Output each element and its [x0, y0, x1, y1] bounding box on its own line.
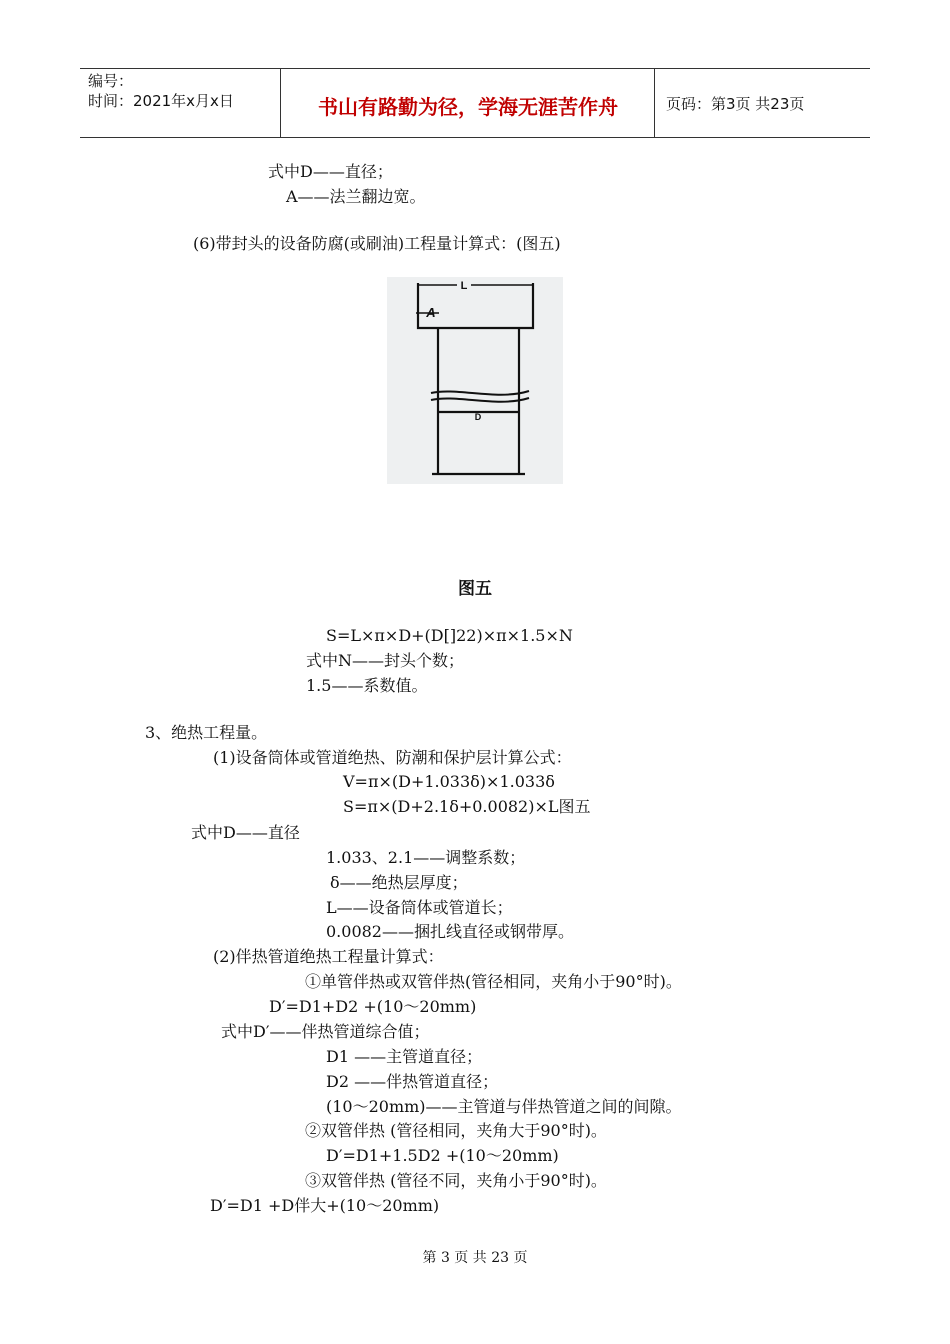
text-line: ③双管伴热 (管径不同，夹角小于90°时)。 [305, 1171, 607, 1190]
text-line: ②双管伴热 (管径相同，夹角大于90°时)。 [305, 1121, 607, 1140]
text-line: 0.0082——捆扎线直径或钢带厚。 [326, 922, 574, 941]
label-a: A [426, 305, 436, 320]
text-line: (2)伴热管道绝热工程量计算式： [213, 947, 444, 966]
text-line: (1)设备筒体或管道绝热、防潮和保护层计算公式： [213, 748, 572, 767]
figure-caption: 图五 [458, 579, 492, 599]
formula-line: S=π×(D+2.1δ+0.0082)×L图五 [343, 797, 591, 816]
header-divider [280, 69, 281, 137]
text-line: D2 ——伴热管道直径； [326, 1072, 499, 1091]
page-footer: 第 3 页 共 23 页 [422, 1250, 528, 1266]
text-line: 式中D——直径 [191, 823, 300, 842]
text-line: δ——绝热层厚度； [330, 873, 468, 892]
label-d: D [474, 412, 482, 422]
formula-line: D′=D1+D2 +(10～20mm) [269, 997, 477, 1016]
text-line: (6)带封头的设备防腐(或刷油)工程量计算式：(图五) [193, 234, 561, 253]
header-motto: 书山有路勤为径，学海无涯苦作舟 [318, 95, 618, 119]
header-page-info: 页码：第3页 共23页 [666, 95, 805, 113]
formula-line: V=π×(D+1.033δ)×1.033δ [343, 772, 555, 791]
text-line: L——设备筒体或管道长； [326, 898, 513, 917]
label-l: L [460, 280, 468, 292]
text-line: ①单管伴热或双管伴热(管径相同，夹角小于90°时)。 [305, 972, 682, 991]
text-line: 1.033、2.1——调整系数； [326, 848, 526, 867]
formula-line: S=L×π×D+(D[]22)×π×1.5×N [326, 626, 573, 645]
header-number: 编号： [88, 72, 134, 90]
text-line: 式中N——封头个数； [306, 651, 465, 670]
flange-diagram [387, 277, 563, 484]
section-heading: 3、绝热工程量。 [145, 723, 268, 742]
formula-line: D′=D1+1.5D2 +(10～20mm) [326, 1146, 559, 1165]
page-header [80, 68, 870, 138]
figure-five-diagram [387, 277, 563, 484]
text-line: A——法兰翻边宽。 [286, 187, 426, 206]
text-line: 1.5——系数值。 [306, 676, 428, 695]
header-time: 时间：2021年x月x日 [88, 92, 234, 110]
text-line: 式中D′——伴热管道综合值； [221, 1022, 430, 1041]
text-line: D1 ——主管道直径； [326, 1047, 483, 1066]
text-line: 式中D——直径； [268, 162, 393, 181]
header-meta [88, 71, 234, 111]
text-line: (10～20mm)——主管道与伴热管道之间的间隙。 [326, 1097, 682, 1116]
formula-line: D′=D1 +D伴大+(10～20mm) [210, 1196, 440, 1215]
header-divider [654, 69, 655, 137]
